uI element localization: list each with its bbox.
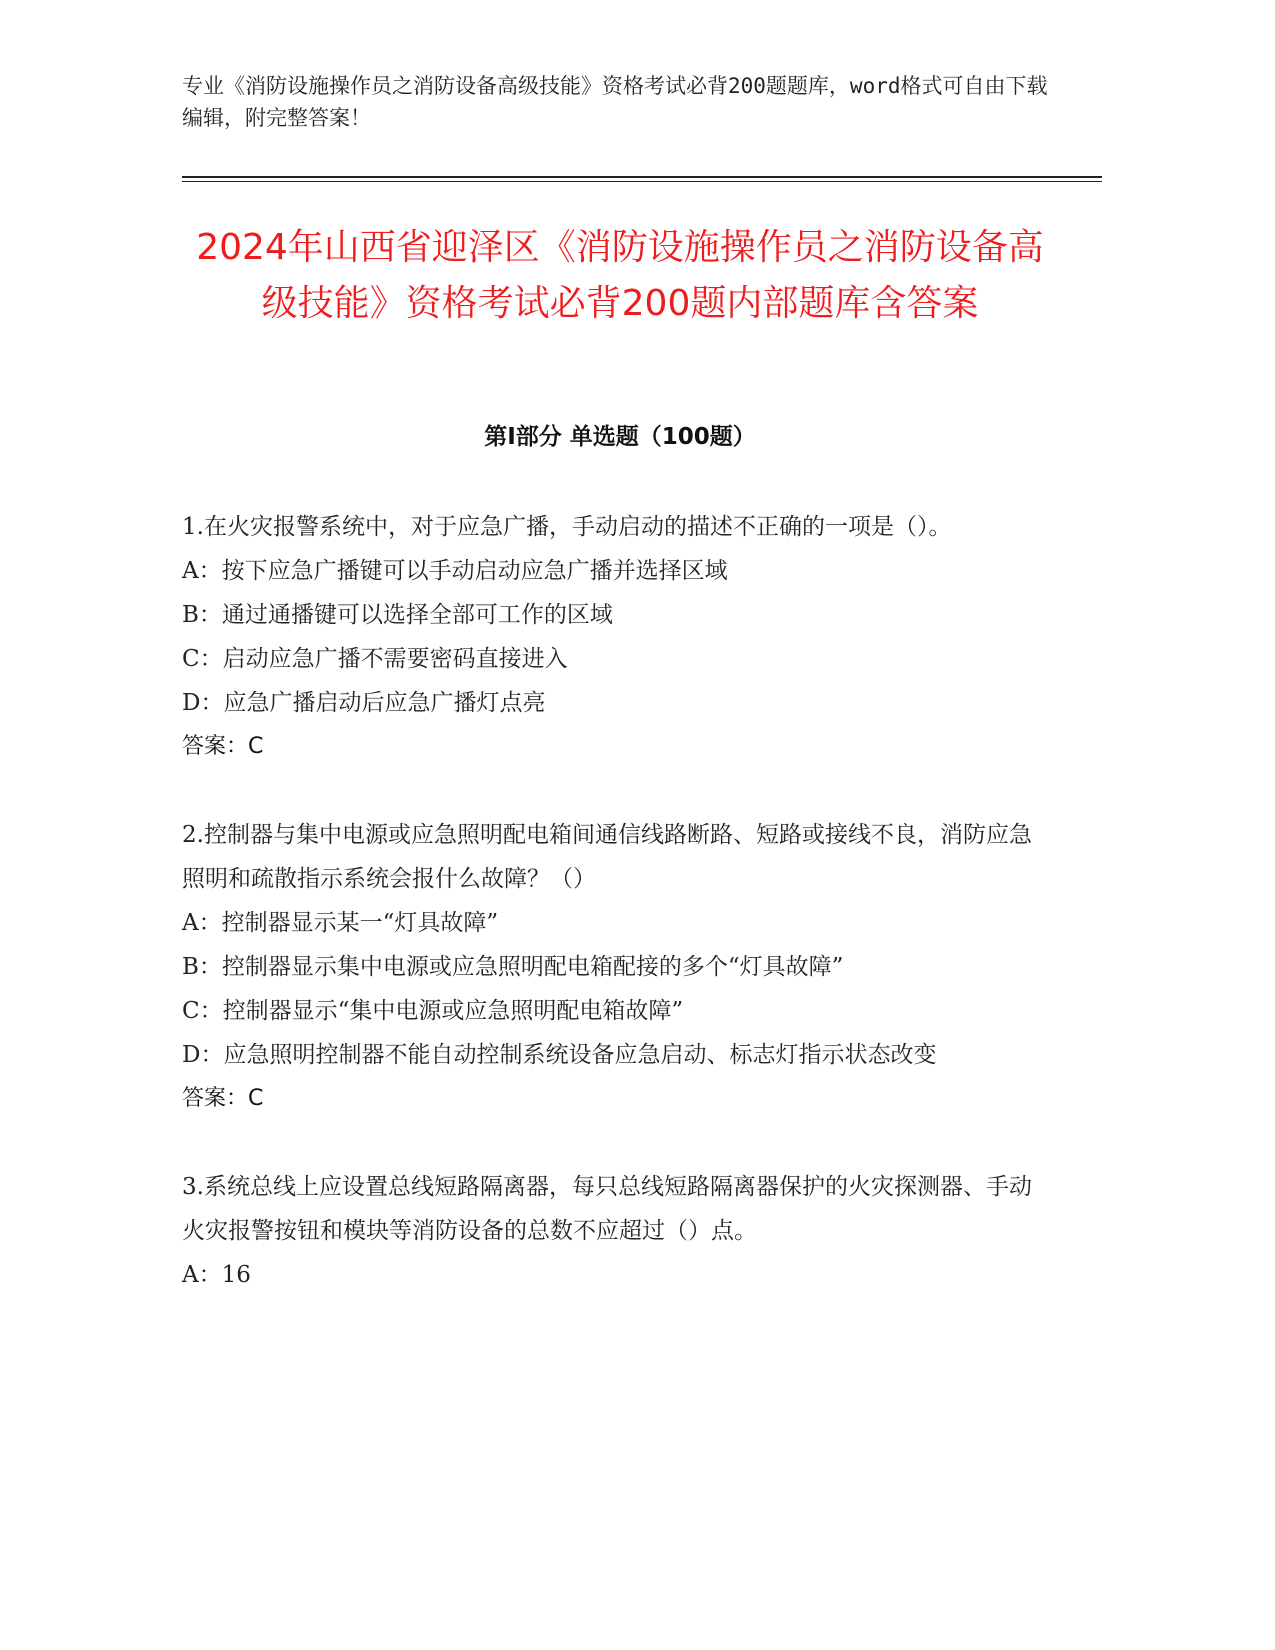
question-option: A：按下应急广播键可以手动启动应急广播并选择区域	[182, 558, 728, 584]
question-block	[182, 505, 1032, 769]
question-stem: 3.系统总线上应设置总线短路隔离器，每只总线短路隔离器保护的火灾探测器、手动火灾报警按钮和模块等消防设备的总数不应超过（）点。	[182, 1174, 1032, 1244]
question-stem: 2.控制器与集中电源或应急照明配电箱间通信线路断路、短路或接线不良，消防应急照明和疏散指示系统会报什么故障？（）	[182, 822, 1032, 892]
question-option: B：控制器显示集中电源或应急照明配电箱配接的多个“灯具故障”	[182, 954, 844, 980]
question-option: C：控制器显示“集中电源或应急照明配电箱故障”	[182, 998, 684, 1024]
section-heading: 第Ⅰ部分 单选题（100题）	[484, 424, 756, 450]
question-option: D：应急广播启动后应急广播灯点亮	[182, 690, 546, 716]
question-option: D：应急照明控制器不能自动控制系统设备应急启动、标志灯指示状态改变	[182, 1042, 937, 1068]
question-option: A：控制器显示某一“灯具故障”	[182, 910, 499, 936]
question-option: C：启动应急广播不需要密码直接进入	[182, 646, 568, 672]
question-answer: 答案：C	[182, 1086, 264, 1111]
header-note: 专业《消防设施操作员之消防设备高级技能》资格考试必背200题题库，word格式可自由下载编辑，附完整答案！	[182, 74, 1048, 130]
question-option: A：16	[182, 1262, 251, 1288]
header-divider-thick	[182, 176, 1102, 178]
question-block	[182, 1165, 1032, 1297]
question-list	[182, 505, 1032, 1341]
document-title: 2024年山西省迎泽区《消防设施操作员之消防设备高级技能》资格考试必背200题内部题库含答案	[196, 227, 1044, 324]
question-answer: 答案：C	[182, 734, 264, 759]
header-divider-thin	[182, 181, 1102, 182]
question-stem: 1.在火灾报警系统中，对于应急广播，手动启动的描述不正确的一项是（）。	[182, 514, 952, 540]
question-option: B：通过通播键可以选择全部可工作的区域	[182, 602, 613, 628]
question-block	[182, 813, 1032, 1121]
